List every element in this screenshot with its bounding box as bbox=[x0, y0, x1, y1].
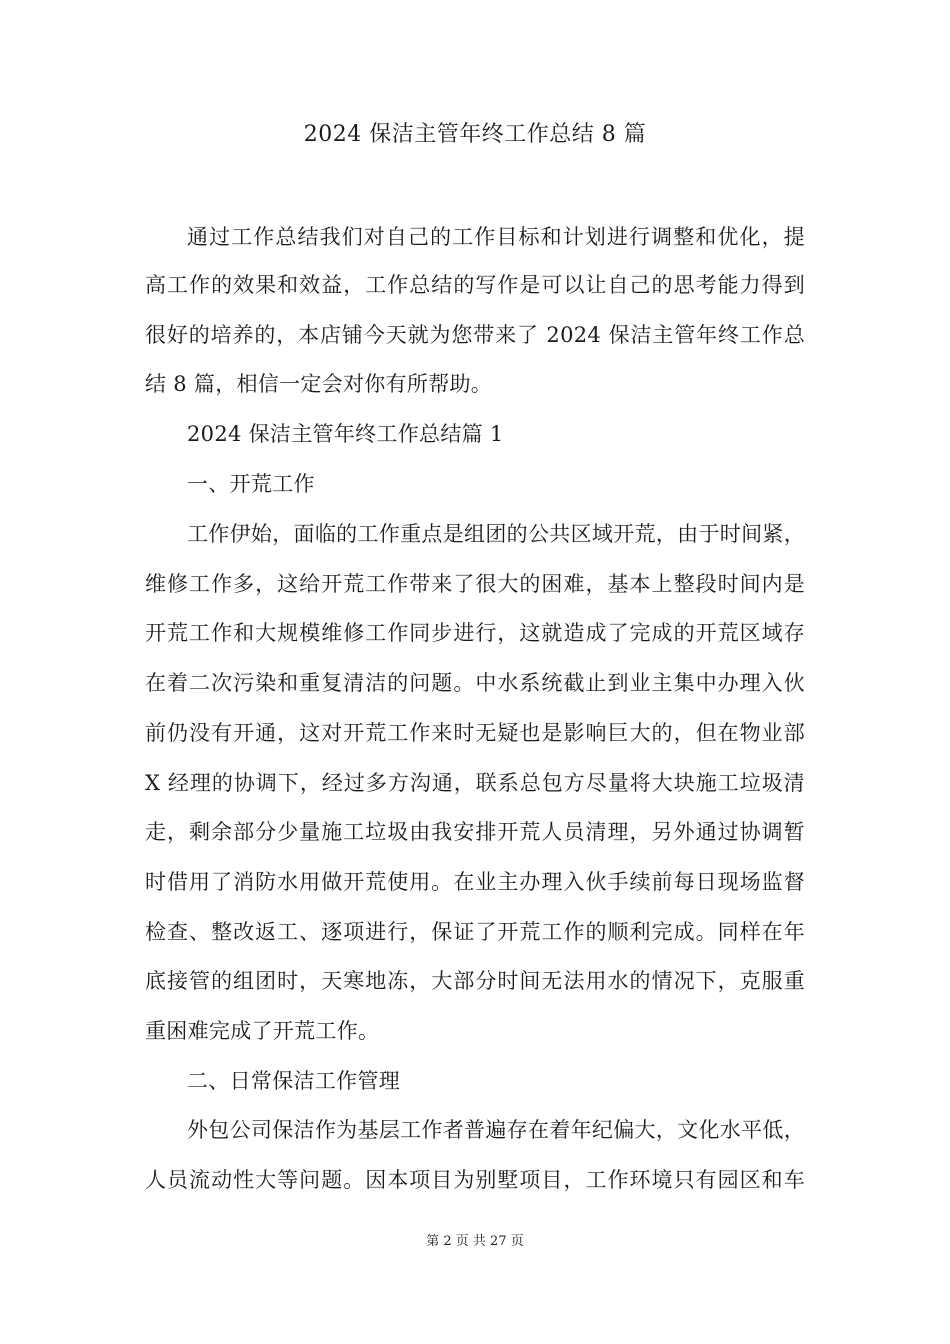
intro-line: 通过工作总结我们对自己的工作目标和计划进行调整和优化，提 bbox=[187, 225, 805, 249]
page-footer: 第 2 页 共 27 页 bbox=[426, 1234, 524, 1249]
document-title: 2024 保洁主管年终工作总结 8 篇 bbox=[303, 122, 647, 147]
subheading-2: 二、日常保洁工作管理 bbox=[187, 1069, 400, 1093]
paragraph-line: X 经理的协调下，经过多方沟通，联系总包方尽量将大块施工垃圾清 bbox=[145, 771, 805, 795]
paragraph-line: 重困难完成了开荒工作。 bbox=[145, 1019, 380, 1043]
intro-line: 结 8 篇，相信一定会对你有所帮助。 bbox=[145, 372, 493, 396]
paragraph-line: 工作伊始，面临的工作重点是组团的公共区域开荒，由于时间紧， bbox=[187, 522, 805, 546]
paragraph-line: 检查、整改返工、逐项进行，保证了开荒工作的顺利完成。同样在年 bbox=[145, 920, 805, 944]
paragraph-line: 外包公司保洁作为基层工作者普遍存在着年纪偏大，文化水平低， bbox=[187, 1118, 805, 1142]
subheading-1: 一、开荒工作 bbox=[187, 472, 315, 496]
paragraph-line: 底接管的组团时，天寒地冻，大部分时间无法用水的情况下，克服重 bbox=[145, 969, 805, 993]
paragraph-line: 人员流动性大等问题。因本项目为别墅项目，工作环境只有园区和车 bbox=[145, 1168, 805, 1192]
paragraph-line: 维修工作多，这给开荒工作带来了很大的困难，基本上整段时间内是 bbox=[145, 572, 805, 596]
paragraph-line: 前仍没有开通，这对开荒工作来时无疑也是影响巨大的，但在物业部 bbox=[145, 721, 805, 745]
paragraph-line: 走，剩余部分少量施工垃圾由我安排开荒人员清理，另外通过协调暂 bbox=[145, 820, 805, 844]
section-heading: 2024 保洁主管年终工作总结篇 1 bbox=[187, 422, 504, 446]
paragraph-line: 时借用了消防水用做开荒使用。在业主办理入伙手续前每日现场监督 bbox=[145, 870, 805, 894]
intro-line: 高工作的效果和效益，工作总结的写作是可以让自己的思考能力得到 bbox=[145, 273, 805, 297]
paragraph-line: 在着二次污染和重复清洁的问题。中水系统截止到业主集中办理入伙 bbox=[145, 671, 805, 695]
paragraph-line: 开荒工作和大规模维修工作同步进行，这就造成了完成的开荒区域存 bbox=[145, 621, 805, 645]
intro-line: 很好的培养的，本店铺今天就为您带来了 2024 保洁主管年终工作总 bbox=[145, 323, 805, 347]
